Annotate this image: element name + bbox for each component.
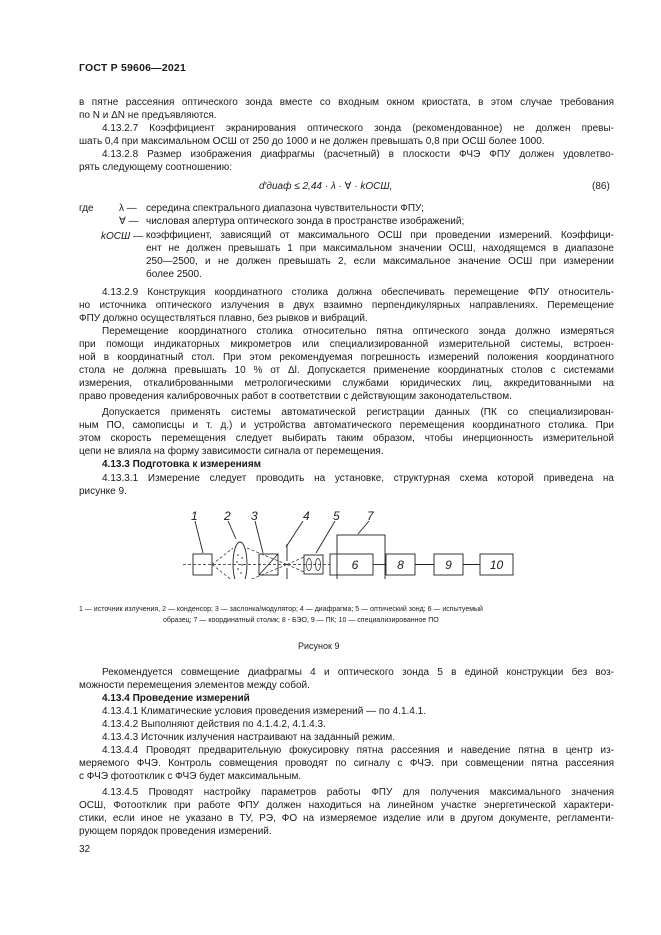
fig-label: 7: [367, 509, 374, 523]
text-line: в пятне рассеяния оптического зонда вместе со входным окном криостата, в этом случае требования: [79, 97, 614, 108]
definition: коэффициент, зависящий от максимального ОСШ при проведении измерений. Коэффици-: [146, 230, 614, 241]
text-line: 4.13.4.4 Проводят предварительную фокусировку пятна рассеяния и наведение пятна в центр из-: [102, 745, 614, 756]
symbol: kОСШ —: [101, 231, 143, 242]
text-line: меряемого ФЧЭ. Контроль совмещения проводят по сигналу с ФЧЭ. при совмещении пятна рассеяния: [79, 758, 614, 769]
text-line: ной в координатный стол. При этом рекомендуемая погрешность измерений положения координатного: [79, 352, 614, 363]
box-label: 10: [489, 558, 504, 572]
text-line: при помощи индикаторных микрометров или специализированной измерительной системы, встроен-: [79, 339, 614, 350]
text-line: 4.13.4.3 Источник излучения настраивают на заданный режим.: [102, 732, 396, 743]
definition: середина спектрального диапазона чувствительности ФПУ;: [146, 203, 424, 214]
text-line: 4.13.3.1 Измерение следует проводить на установке, структурная схема которой приведена на: [102, 473, 614, 484]
text-line: этом скорость перемещения следует выбирать таким образом, чтобы инерционность измерительной: [79, 433, 614, 444]
condenser-lens: [233, 542, 247, 579]
figure-title: Рисунок 9: [298, 641, 340, 651]
formula-number: (86): [592, 181, 610, 192]
text-line: но источника оптического излучения в двух взаимно перпендикулярных направлениях. Перемещение: [79, 300, 614, 311]
page-number: 32: [79, 844, 91, 855]
text-line: ОСШ, Фотоотклик при работе ФПУ должен находиться на линейном участке энергетической характери-: [79, 800, 614, 811]
fig-label: 2: [224, 509, 231, 523]
section-heading: 4.13.3 Подготовка к измерениям: [102, 459, 262, 470]
fig-label: 1: [191, 509, 198, 523]
box-label: 8: [397, 558, 404, 572]
text-line: ФПУ должно осуществляться плавно, без рывков и вибраций.: [79, 313, 368, 324]
standard-header: ГОСТ Р 59606—2021: [79, 62, 187, 74]
text-line: стола не должна превышать 10 % от Δl. Допускается применение координатных столов с системами: [79, 365, 614, 376]
text-line: можности перемещения элементов между собой.: [79, 680, 310, 691]
text-line: рять следующему соотношению:: [79, 162, 233, 173]
text-line: шать 0,4 при максимальном ОСШ от 250 до 1000 и не должен превышать 0,8 при ОСШ более 1000.: [79, 136, 545, 147]
stage-box: [337, 535, 385, 579]
text-line: 4.13.2.9 Конструкция координатного столика должна обеспечивать перемещение ФПУ относитель-: [102, 287, 614, 298]
text-line: по N и ΔN не предъявляются.: [79, 110, 217, 121]
text-line: 4.13.2.7 Коэффициент экранирования оптического зонда (рекомендованное) не должен превы-: [102, 123, 614, 134]
definition: более 2500.: [146, 269, 202, 280]
text-line: ным ПО, самописцы и т. д.) и устройства автоматического перемещения координатного столика. При: [79, 420, 614, 431]
text-line: 4.13.4.1 Климатические условия проведения измерений — по 4.1.4.1.: [102, 706, 426, 717]
text-line: измерения, откалиброванными метрологическими службами юридических лиц, аккредитованными на: [79, 378, 614, 389]
text-line: 4.13.2.8 Размер изображения диафрагмы (расчетный) в плоскости ФЧЭ ФПУ должен удовлетво-: [102, 149, 614, 160]
text-line: 4.13.4.2 Выполняют действия по 4.1.4.2, 4.1.4.3.: [102, 719, 326, 730]
figure-9-diagram: [183, 507, 523, 579]
where-label: где: [79, 203, 94, 214]
fig-label: 4: [303, 509, 310, 523]
text-line: рисунке 9.: [79, 486, 127, 497]
definition: 250—2500, и не должен превышать 2, если максимальное значение ОСШ при измерении: [146, 256, 614, 267]
text-line: рующем порядок проведения измерений.: [79, 826, 272, 837]
definition: числовая апертура оптического зонда в пространстве изображений;: [146, 216, 465, 227]
figure-legend: образец; 7 — координатный столик; 8 - БЭО, 9 — ПК; 10 — специализированное ПО: [163, 617, 439, 624]
formula: d′диаф ≤ 2,44 · λ · ∀ · kОСШ,: [259, 181, 393, 192]
fig-label: 5: [333, 509, 340, 523]
definition: ент не должен превышать 1 при максимальном значении ОСШ, находящемся в диапазоне: [146, 243, 614, 254]
figure-legend: 1 — источник излучения, 2 — конденсор; 3 — заслонка/модулятор; 4 — диафрагма; 5 — оптический зонд; 6 — испытуемый: [79, 606, 483, 613]
text-line: с ФЧЭ фотоотклик с ФЧЭ будет максимальным.: [79, 771, 302, 782]
text-line: Рекомендуется совмещение диафрагмы 4 и оптического зонда 5 в единой конструкции без воз-: [102, 667, 614, 678]
box-label: 6: [351, 558, 359, 572]
text-line: Допускается применять системы автоматической регистрации данных (ПК со специализирован-: [102, 407, 614, 418]
text-line: 4.13.4.5 Проводят настройку параметров работы ФПУ для получения максимального значения: [102, 787, 614, 798]
symbol: λ —: [119, 203, 137, 214]
fig-label: 3: [251, 509, 258, 523]
section-heading: 4.13.4 Проведение измерений: [102, 693, 250, 704]
text-line: стики, если иное не указано в ТУ, РЭ, ФО на измеряемое изделие или в другом документе, регламенти-: [79, 813, 614, 824]
text-line: Перемещение координатного столика относительно пятна оптического зонда должно измеряться: [102, 326, 614, 337]
symbol: ∀ —: [119, 216, 139, 227]
text-line: цепи не влияла на форму зависимости сигнала от перемещения.: [79, 446, 384, 457]
text-line: право проведения калибровочных работ в соответствии с действующим законодательством.: [79, 391, 512, 402]
box-label: 9: [445, 558, 452, 572]
